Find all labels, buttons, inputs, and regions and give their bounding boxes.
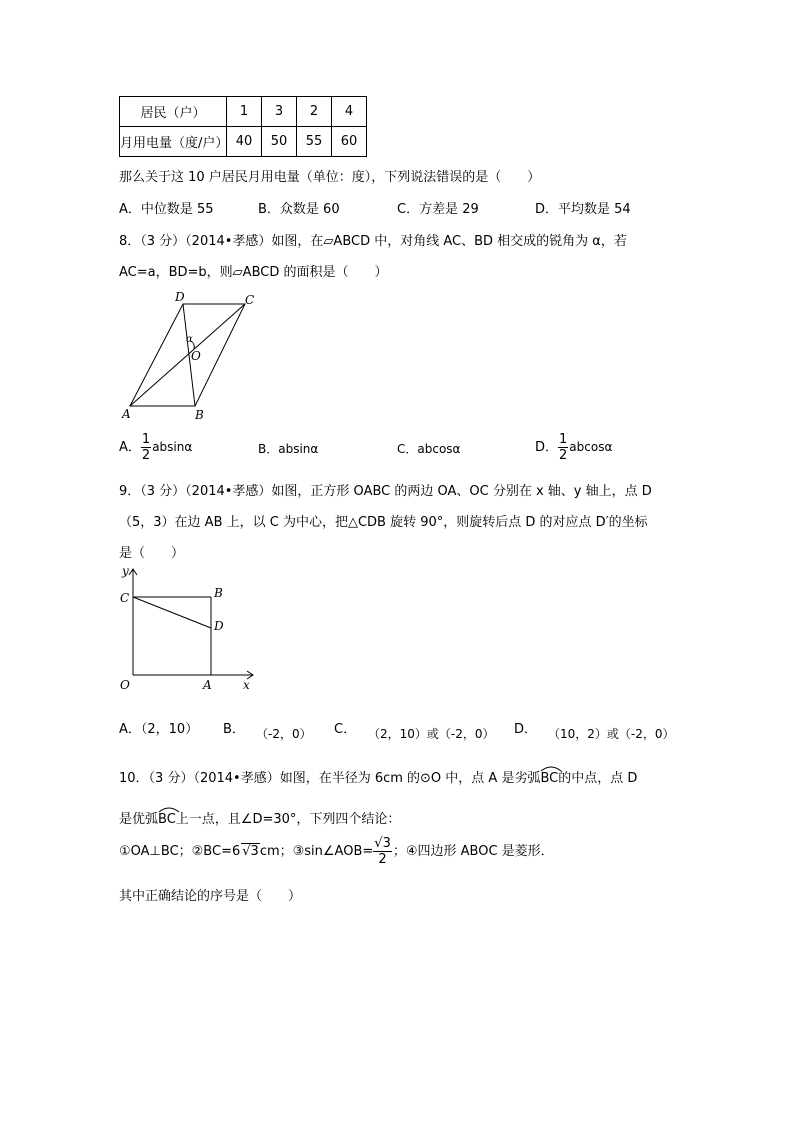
label-c: C [245,293,255,307]
q8-option-d: D． $\frac{1}{2}$ abcosα [535,432,613,463]
q9-option-a: A．（2，10） [119,722,199,737]
table-cell: 60 [332,127,367,157]
q7-option-c: C．方差是 29 [397,202,479,217]
square-coordinate-figure [115,563,265,698]
q9-line2: （5，3）在边 AB 上，以 C 为中心，把△CDB 旋转 90°，则旋转后点 D 的对应点 D′的坐标 [119,515,648,530]
fraction-one-half: $\frac{1}{2}$ [141,432,151,463]
q9-option-c-label: C． [334,722,357,737]
table-row-label: 居民（户） [120,97,227,127]
table-row [120,97,367,127]
label-b: B [214,586,223,600]
arc-bc: BC [540,771,558,786]
parallelogram-figure [115,288,275,423]
q9-line1: 9．（3 分）（2014•孝感）如图，正方形 OABC 的两边 OA、OC 分别在 x 轴、y 轴上，点 D [119,484,652,499]
table-cell: 50 [262,127,297,157]
sqrt-three: √3 [242,844,259,859]
table-row-label: 月用电量（度/户） [120,127,227,157]
q10-line4: 其中正确结论的序号是（ ） [119,889,302,904]
label-alpha: α [186,334,193,345]
fraction-sqrt3-over-2: $\frac{√3}{2}$ [374,836,391,867]
q9-option-b-label: B． [223,722,245,737]
electricity-table [119,96,367,157]
q7-option-a: A．中位数是 55 [119,202,214,217]
q9-option-c: （2，10）或（-2，0） [368,727,495,741]
segment-cd [133,597,211,628]
q7-stem: 那么关于这 10 户居民月用电量（单位：度），下列说法错误的是（ ） [119,170,541,185]
table-row [120,127,367,157]
q10-line1: 10．（3 分）（2014•孝感）如图，在半径为 6cm 的⊙O 中，点 A 是劣弧 BC的中点，点 D [119,767,637,786]
q9-option-b: （-2，0） [256,727,312,741]
table-cell: 4 [332,97,367,127]
table-cell: 1 [227,97,262,127]
label-y: y [122,564,129,578]
q8-line1: 8．（3 分）（2014•孝感）如图，在▱ABCD 中，对角线 AC、BD 相交成的锐角为 α，若 [119,234,627,249]
table-cell: 3 [262,97,297,127]
label-d: D [214,619,224,633]
table-cell: 55 [297,127,332,157]
q9-line3: 是（ ） [119,546,185,561]
label-a: A [203,678,212,692]
label-x: x [243,678,250,692]
table-cell: 40 [227,127,262,157]
label-d: D [175,290,185,304]
q10-line3: ①OA⊥BC；②BC=6 √3cm；③sin∠AOB= $\frac{√3}{2}$ ；④四边形 ABOC 是菱形． [119,836,554,867]
label-b: B [195,408,204,422]
q9-option-d: （10，2）或（-2，0） [548,727,675,741]
q9-option-d-label: D． [514,722,538,737]
arc-bc: BC [158,812,176,827]
label-c: C [120,591,130,605]
label-a: A [122,407,131,421]
q7-option-b: B．众数是 60 [258,202,340,217]
q10-line2: 是优弧 BC上一点，且∠D=30°，下列四个结论： [119,808,400,827]
label-o: O [191,349,201,363]
q8-option-b: B．absinα [258,442,319,456]
table-cell: 2 [297,97,332,127]
q8-option-c: C．abcosα [397,442,461,456]
q8-option-a: A． $\frac{1}{2}$ absinα [119,432,193,463]
fraction-one-half: $\frac{1}{2}$ [559,432,568,463]
diagonal-ac [130,304,245,406]
q8-line2: AC=a，BD=b，则▱ABCD 的面积是（ ） [119,265,388,280]
q7-option-d: D．平均数是 54 [535,202,631,217]
label-o: O [120,678,130,692]
